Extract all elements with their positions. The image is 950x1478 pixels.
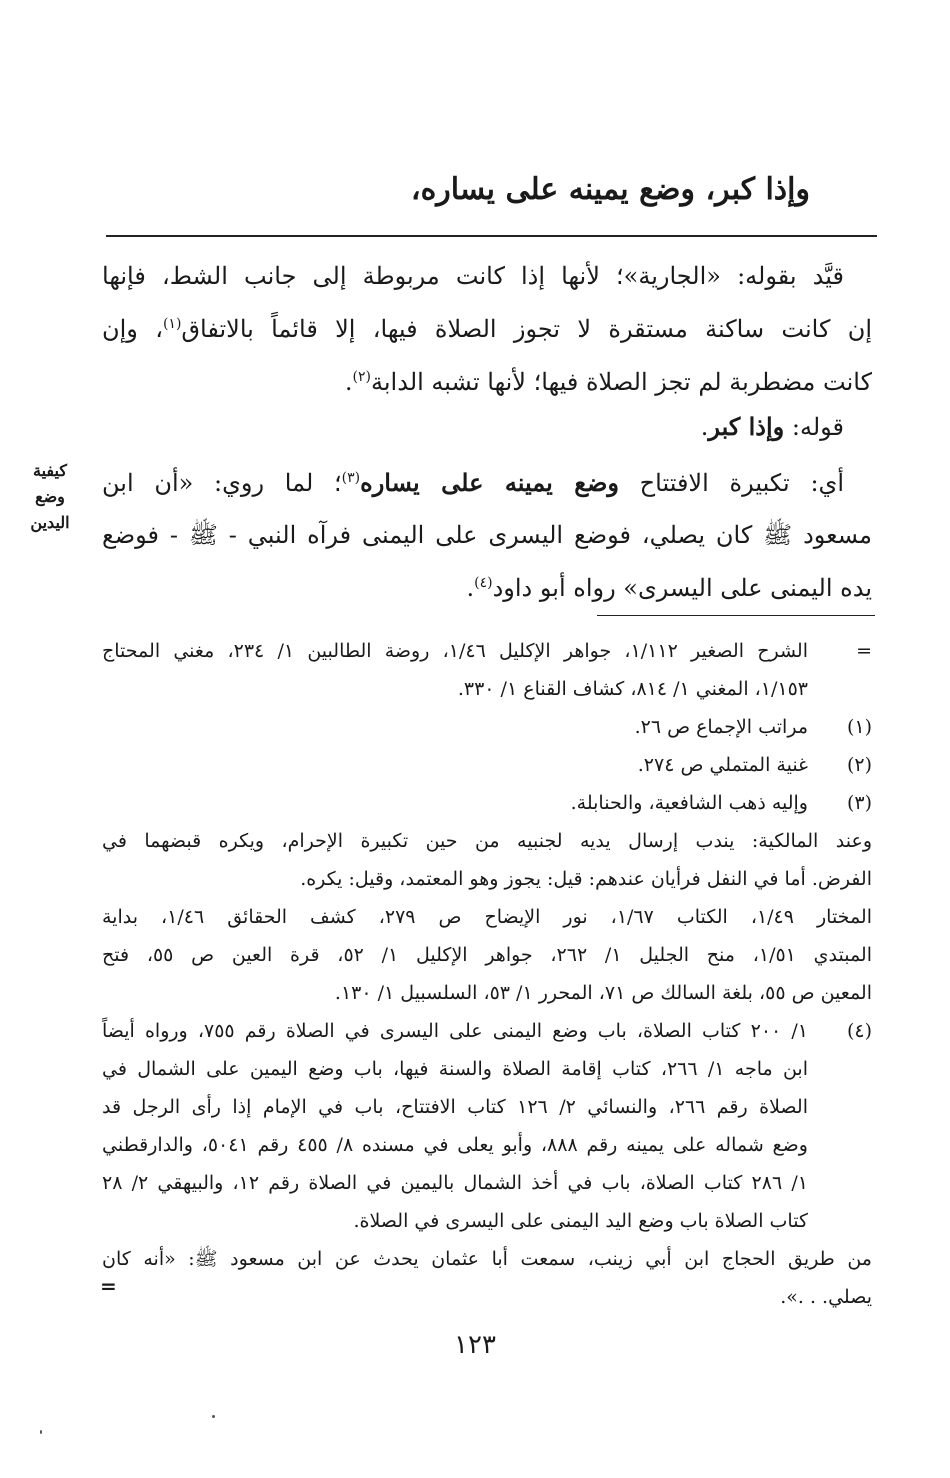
footnote-2: (٢) غنية المتملي ص ٢٧٤. [102, 746, 872, 784]
continuation-mark: = [100, 1274, 117, 1298]
commentary-paragraph-3 [102, 456, 872, 615]
footnote-3: (٣) وإليه ذهب الشافعية، والحنابلة. وعند المالكية: يندب إرسال يديه لجنبيه من حين تكبيرة الإحرام، ويكره قبضهما في الفرض. أما في النفل فرأيان عندهم: قيل: يجوز وهو المعتمد، وقيل: يكره. المختار ١/٤٩، الكتاب ١/٦٧، نور الإيضاح ص ٢٧٩، كشف الحقائق ١/٤٦، بداية المبتدي ١/٥١، منح الجليل ١/ ٢٦٢، جواهر الإكليل ١/ ٥٢، قرة العين ص ٥٥، فتح المعين ص ٥٥، بلغة السالك ص ٧١، المحرر ١/ ٥٣، السلسبيل ١/ ١٣٠. [102, 784, 872, 1012]
text-line: كانت مضطربة لم تجز الصلاة فيها؛ لأنها تشبه الدابة$^{(٢)}$. [344, 368, 872, 396]
text-line: يده اليمنى على اليسرى» رواه أبو داود$^{(٤)}$. [466, 574, 872, 602]
footnote-marker: (٢) [846, 754, 872, 776]
matn-heading-text: وإذا كبر، وضع يمينه على يساره، [410, 172, 810, 207]
footnote-ref[interactable]: (١) [162, 316, 182, 332]
footnote-marker: (١) [846, 716, 872, 738]
commentary-paragraph-1 [102, 250, 872, 409]
scan-speck [40, 1430, 42, 1434]
footnote-continued: = الشرح الصغير ١/١١٢، جواهر الإكليل ١/٤٦، روضة الطالبين ١/ ٢٣٤، مغني المحتاج ١/١٥٣، المغني ١/ ٨١٤، كشاف القناع ١/ ٣٣٠. [102, 632, 872, 708]
text-line: مسعود ﷺ كان يصلي، فوضع اليسرى على اليمنى فرآه النبي - ﷺ - فوضع [102, 521, 872, 549]
footnote-ref[interactable]: (٢) [352, 369, 371, 385]
footnote-marker: (٤) [846, 1020, 872, 1042]
matn-heading [210, 168, 810, 212]
scan-speck [212, 1415, 215, 1418]
footnote-4: (٤) ١/ ٢٠٠ كتاب الصلاة، باب وضع اليمنى على اليسرى في الصلاة رقم ٧٥٥، ورواه أيضاً ابن ماجه ١/ ٢٦٦، كتاب إقامة الصلاة والسنة فيها، باب وضع اليمين على الشمال في الصلاة رقم ٢٦٦، والنسائي ٢/ ١٢٦ كتاب الافتتاح، باب في الإمام إذا رأى الرجل قد وضع شماله على يمينه رقم ٨٨٨، وأبو يعلى في مسنده ٨/ ٤٥٥ رقم ٥٠٤١، والدارقطني ١/ ٢٨٦ كتاب الصلاة، باب في أخذ الشمال باليمين في الصلاة رقم ١٢، والبيهقي ٢/ ٢٨ كتاب الصلاة باب وضع اليد اليمنى على اليسرى في الصلاة. من طريق الحجاج ابن أبي زينب، سمعت أبا عثمان يحدث عن ابن مسعود ﷺ: «أنه كان يصلي. . .». [102, 1012, 872, 1316]
text-line: أي: تكبيرة الافتتاح وضع يمينه على يساره$^{(٣)}$؛ لما روي: «أن ابن [102, 468, 844, 497]
footnote-1: (١) مراتب الإجماع ص ٢٦. [102, 708, 872, 746]
footnote-marker: = [856, 640, 872, 662]
page-number: ١٢٣ [454, 1330, 496, 1360]
footnote-marker: (٣) [846, 792, 872, 814]
footnote-divider [597, 615, 875, 616]
footnote-ref[interactable]: (٣) [341, 470, 361, 486]
text-line: قيَّد بقوله: «الجارية»؛ لأنها إذا كانت مربوطة إلى جانب الشط، فإنها [102, 262, 844, 290]
footnote-ref[interactable]: (٤) [474, 575, 493, 591]
matn-quote: وضع يمينه على يساره [360, 468, 619, 497]
matn-quote: وإذا كبر [708, 412, 785, 441]
margin-note: كيفية وضع اليدين [30, 461, 70, 532]
text-line: قوله: وإذا كبر. [700, 412, 844, 441]
commentary-paragraph-2 [102, 400, 872, 453]
header-divider [106, 235, 877, 237]
text-line: إن كانت ساكنة مستقرة لا تجوز الصلاة فيها، إلا قائماً بالاتفاق$^{(١)}$، وإن [102, 315, 872, 343]
footnotes [102, 632, 872, 1316]
